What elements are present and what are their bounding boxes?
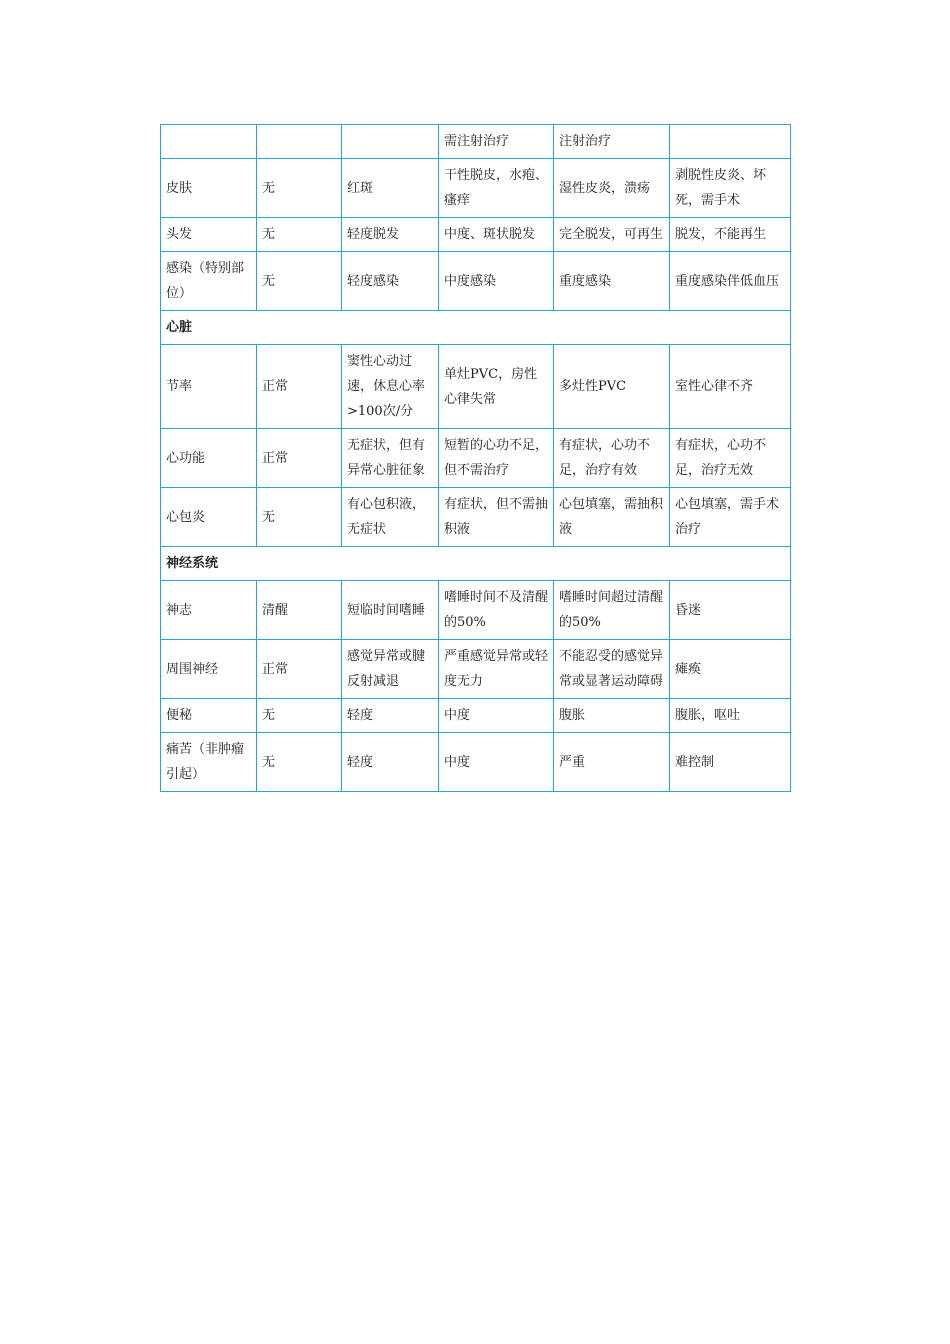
table-row xyxy=(161,733,791,792)
grade-cell: 感觉异常或腱反射减退 xyxy=(342,640,439,699)
grade-cell: 无 xyxy=(257,488,342,547)
grade-cell: 短临时间嗜睡 xyxy=(342,581,439,640)
grade-cell: 腹胀 xyxy=(554,699,670,733)
grade-cell: 湿性皮炎，溃疡 xyxy=(554,159,670,218)
row-label-cell: 心包炎 xyxy=(161,488,257,547)
grade-cell xyxy=(257,125,342,159)
section-title: 心脏 xyxy=(161,311,791,345)
table-row xyxy=(161,252,791,311)
table-row xyxy=(161,640,791,699)
grade-cell: 嗜睡时间不及清醒的50% xyxy=(439,581,554,640)
row-label-cell: 周围神经 xyxy=(161,640,257,699)
grade-cell: 瘫痪 xyxy=(670,640,791,699)
grade-cell: 腹胀，呕吐 xyxy=(670,699,791,733)
row-label-cell: 痛苦（非肿瘤引起） xyxy=(161,733,257,792)
section-title: 神经系统 xyxy=(161,547,791,581)
grade-cell: 中度、斑状脱发 xyxy=(439,218,554,252)
grade-cell: 心包填塞，需抽积液 xyxy=(554,488,670,547)
table-row xyxy=(161,488,791,547)
grade-cell: 轻度脱发 xyxy=(342,218,439,252)
grade-cell: 心包填塞，需手术治疗 xyxy=(670,488,791,547)
section-row xyxy=(161,547,791,581)
grade-cell: 需注射治疗 xyxy=(439,125,554,159)
grade-cell: 注射治疗 xyxy=(554,125,670,159)
section-row xyxy=(161,311,791,345)
grade-cell: 昏迷 xyxy=(670,581,791,640)
table-body xyxy=(161,125,791,792)
grade-cell: 中度感染 xyxy=(439,252,554,311)
grade-cell: 有症状，但不需抽积液 xyxy=(439,488,554,547)
toxicity-grading-table xyxy=(160,124,791,792)
grade-cell: 短暂的心功不足，但不需治疗 xyxy=(439,429,554,488)
row-label-cell: 感染（特别部位） xyxy=(161,252,257,311)
table-row xyxy=(161,125,791,159)
grade-cell: 轻度感染 xyxy=(342,252,439,311)
grade-cell: 有症状，心功不足，治疗有效 xyxy=(554,429,670,488)
grade-cell: 重度感染 xyxy=(554,252,670,311)
row-label-cell: 心功能 xyxy=(161,429,257,488)
row-label-cell xyxy=(161,125,257,159)
table-row xyxy=(161,159,791,218)
grade-cell: 正常 xyxy=(257,345,342,429)
grade-cell: 无 xyxy=(257,733,342,792)
table-row xyxy=(161,429,791,488)
grade-cell: 严重感觉异常或轻度无力 xyxy=(439,640,554,699)
grade-cell: 清醒 xyxy=(257,581,342,640)
row-label-cell: 节率 xyxy=(161,345,257,429)
grade-cell: 难控制 xyxy=(670,733,791,792)
grade-cell: 无 xyxy=(257,218,342,252)
grade-cell: 重度感染伴低血压 xyxy=(670,252,791,311)
grade-cell xyxy=(670,125,791,159)
grade-cell: 多灶性PVC xyxy=(554,345,670,429)
grade-cell: 正常 xyxy=(257,429,342,488)
grade-cell: 脱发，不能再生 xyxy=(670,218,791,252)
row-label-cell: 神志 xyxy=(161,581,257,640)
grade-cell: 完全脱发，可再生 xyxy=(554,218,670,252)
grade-cell: 室性心律不齐 xyxy=(670,345,791,429)
table-row xyxy=(161,345,791,429)
grade-cell: 不能忍受的感觉异常或显著运动障碍 xyxy=(554,640,670,699)
row-label-cell: 便秘 xyxy=(161,699,257,733)
grade-cell: 嗜睡时间超过清醒的50% xyxy=(554,581,670,640)
row-label-cell: 皮肤 xyxy=(161,159,257,218)
grade-cell: 中度 xyxy=(439,733,554,792)
grade-cell: 单灶PVC，房性心律失常 xyxy=(439,345,554,429)
grade-cell: 无 xyxy=(257,252,342,311)
grade-cell: 正常 xyxy=(257,640,342,699)
grade-cell: 有心包积液，无症状 xyxy=(342,488,439,547)
grade-cell: 红斑 xyxy=(342,159,439,218)
grade-cell: 中度 xyxy=(439,699,554,733)
grade-cell: 无 xyxy=(257,159,342,218)
grade-cell: 窦性心动过速，休息心率>100次/分 xyxy=(342,345,439,429)
grade-cell: 无 xyxy=(257,699,342,733)
table-row xyxy=(161,699,791,733)
grade-cell: 严重 xyxy=(554,733,670,792)
grade-cell: 轻度 xyxy=(342,733,439,792)
grade-cell: 有症状，心功不足，治疗无效 xyxy=(670,429,791,488)
grade-cell: 无症状，但有异常心脏征象 xyxy=(342,429,439,488)
grade-cell: 剥脱性皮炎、坏死，需手术 xyxy=(670,159,791,218)
grade-cell xyxy=(342,125,439,159)
row-label-cell: 头发 xyxy=(161,218,257,252)
grade-cell: 轻度 xyxy=(342,699,439,733)
table-row xyxy=(161,218,791,252)
grade-cell: 干性脱皮，水疱、瘙痒 xyxy=(439,159,554,218)
table-row xyxy=(161,581,791,640)
